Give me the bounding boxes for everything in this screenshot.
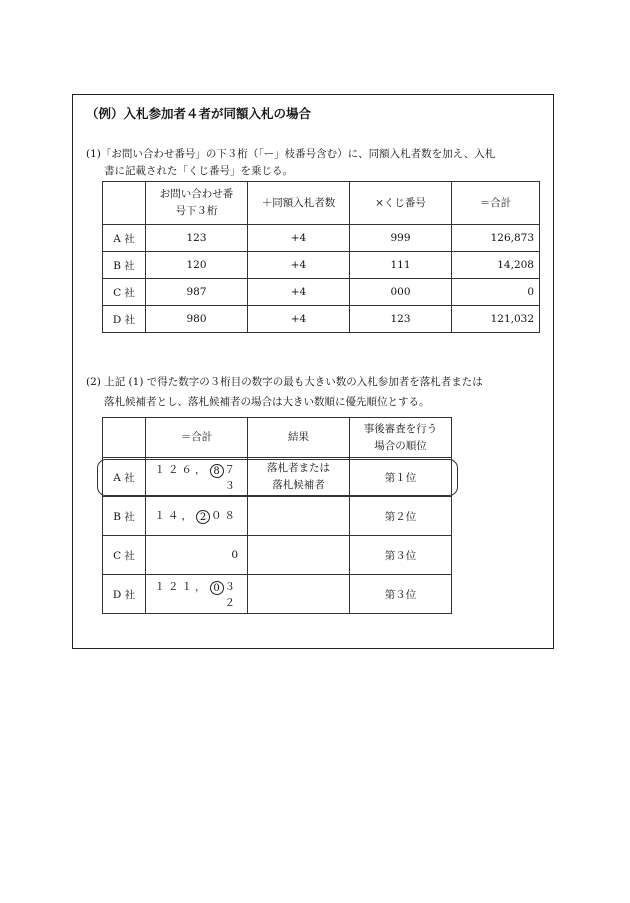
step2-text-line2: 落札候補者とし、落札候補者の場合は大きい数順に優先順位とする。 xyxy=(104,396,430,408)
row-lot: 123 xyxy=(350,306,452,333)
calculation-table-header xyxy=(103,182,540,225)
row-rank: 第２位 xyxy=(350,497,452,536)
header-rank-line2: 場合の順位 xyxy=(374,439,427,452)
table-row xyxy=(103,279,540,306)
total-trailing-digits: ０８ xyxy=(211,510,238,522)
header-review-rank xyxy=(350,418,452,458)
row-lot: 111 xyxy=(350,252,452,279)
row-company: A 社 xyxy=(103,458,146,497)
row-total: 14,208 xyxy=(452,252,540,279)
table-row xyxy=(103,575,452,614)
row-lot: 000 xyxy=(350,279,452,306)
row-added: +4 xyxy=(248,306,350,333)
total-trailing-digits: ３２ xyxy=(224,580,238,609)
row-result xyxy=(248,536,350,575)
header-added-bidders: ＋同額入札者数 xyxy=(248,182,350,225)
row-rank: 第３位 xyxy=(350,536,452,575)
row-rank: 第１位 xyxy=(350,458,452,497)
total-leading-digits: １２１， xyxy=(154,580,209,593)
example-title: （例）入札参加者４者が同額入札の場合 xyxy=(86,106,312,121)
table-row xyxy=(103,497,452,536)
row-company: D 社 xyxy=(103,575,146,614)
row-rank: 第３位 xyxy=(350,575,452,614)
row-inquiry: 980 xyxy=(146,306,248,333)
row-total: 121,032 xyxy=(452,306,540,333)
row-company: B 社 xyxy=(103,497,146,536)
header-company xyxy=(103,418,146,458)
table-row xyxy=(103,252,540,279)
row-result xyxy=(248,575,350,614)
row-company: B 社 xyxy=(103,252,146,279)
row-added: +4 xyxy=(248,252,350,279)
row-company: A 社 xyxy=(103,225,146,252)
step1-text-line1: (1)「お問い合わせ番号」の下３桁（「ー」枝番号含む）に、同額入札者数を加え、入札 xyxy=(86,148,496,160)
header-company xyxy=(103,182,146,225)
header-rank-line1: 事後審査を行う xyxy=(363,422,438,435)
row-total xyxy=(146,497,248,536)
row-added: +4 xyxy=(248,225,350,252)
result-line1: 落札者または xyxy=(267,462,330,474)
row-total: 0 xyxy=(452,279,540,306)
total-trailing-digits: ７３ xyxy=(224,463,238,492)
table-row xyxy=(103,306,540,333)
step2-text-line1: (2) 上記 (1) で得た数字の３桁目の数字の最も大きい数の入札参加者を落札者または xyxy=(86,376,483,388)
row-inquiry: 120 xyxy=(146,252,248,279)
row-total: 0 xyxy=(146,536,248,575)
step1-text-line2: 書に記載された「くじ番号」を乗じる。 xyxy=(104,165,293,177)
header-result: 結果 xyxy=(248,418,350,458)
header-inquiry-line2: 号下３桁 xyxy=(175,205,218,217)
total-leading-digits: １２６， xyxy=(154,463,209,476)
header-total: ＝合計 xyxy=(452,182,540,225)
row-company: D 社 xyxy=(103,306,146,333)
header-inquiry-digits xyxy=(146,182,248,225)
circled-digit: 0 xyxy=(210,581,224,595)
total-leading-digits: １４， xyxy=(154,510,195,522)
row-added: +4 xyxy=(248,279,350,306)
row-inquiry: 987 xyxy=(146,279,248,306)
header-lot-number: ×くじ番号 xyxy=(350,182,452,225)
row-total xyxy=(146,575,248,614)
circled-digit: 8 xyxy=(210,464,224,478)
ranking-table xyxy=(102,417,452,614)
calculation-table xyxy=(102,181,540,333)
ranking-table-header xyxy=(103,418,452,458)
winner-highlight-outline xyxy=(97,459,458,496)
row-company: C 社 xyxy=(103,536,146,575)
row-inquiry: 123 xyxy=(146,225,248,252)
circled-digit: 2 xyxy=(196,510,210,524)
row-total: 126,873 xyxy=(452,225,540,252)
header-total: ＝合計 xyxy=(146,418,248,458)
header-inquiry-line1: お問い合わせ番 xyxy=(159,188,234,200)
row-company: C 社 xyxy=(103,279,146,306)
result-line2: 落札候補者 xyxy=(272,479,325,491)
table-row xyxy=(103,536,452,575)
row-lot: 999 xyxy=(350,225,452,252)
row-result xyxy=(248,497,350,536)
table-row xyxy=(103,225,540,252)
